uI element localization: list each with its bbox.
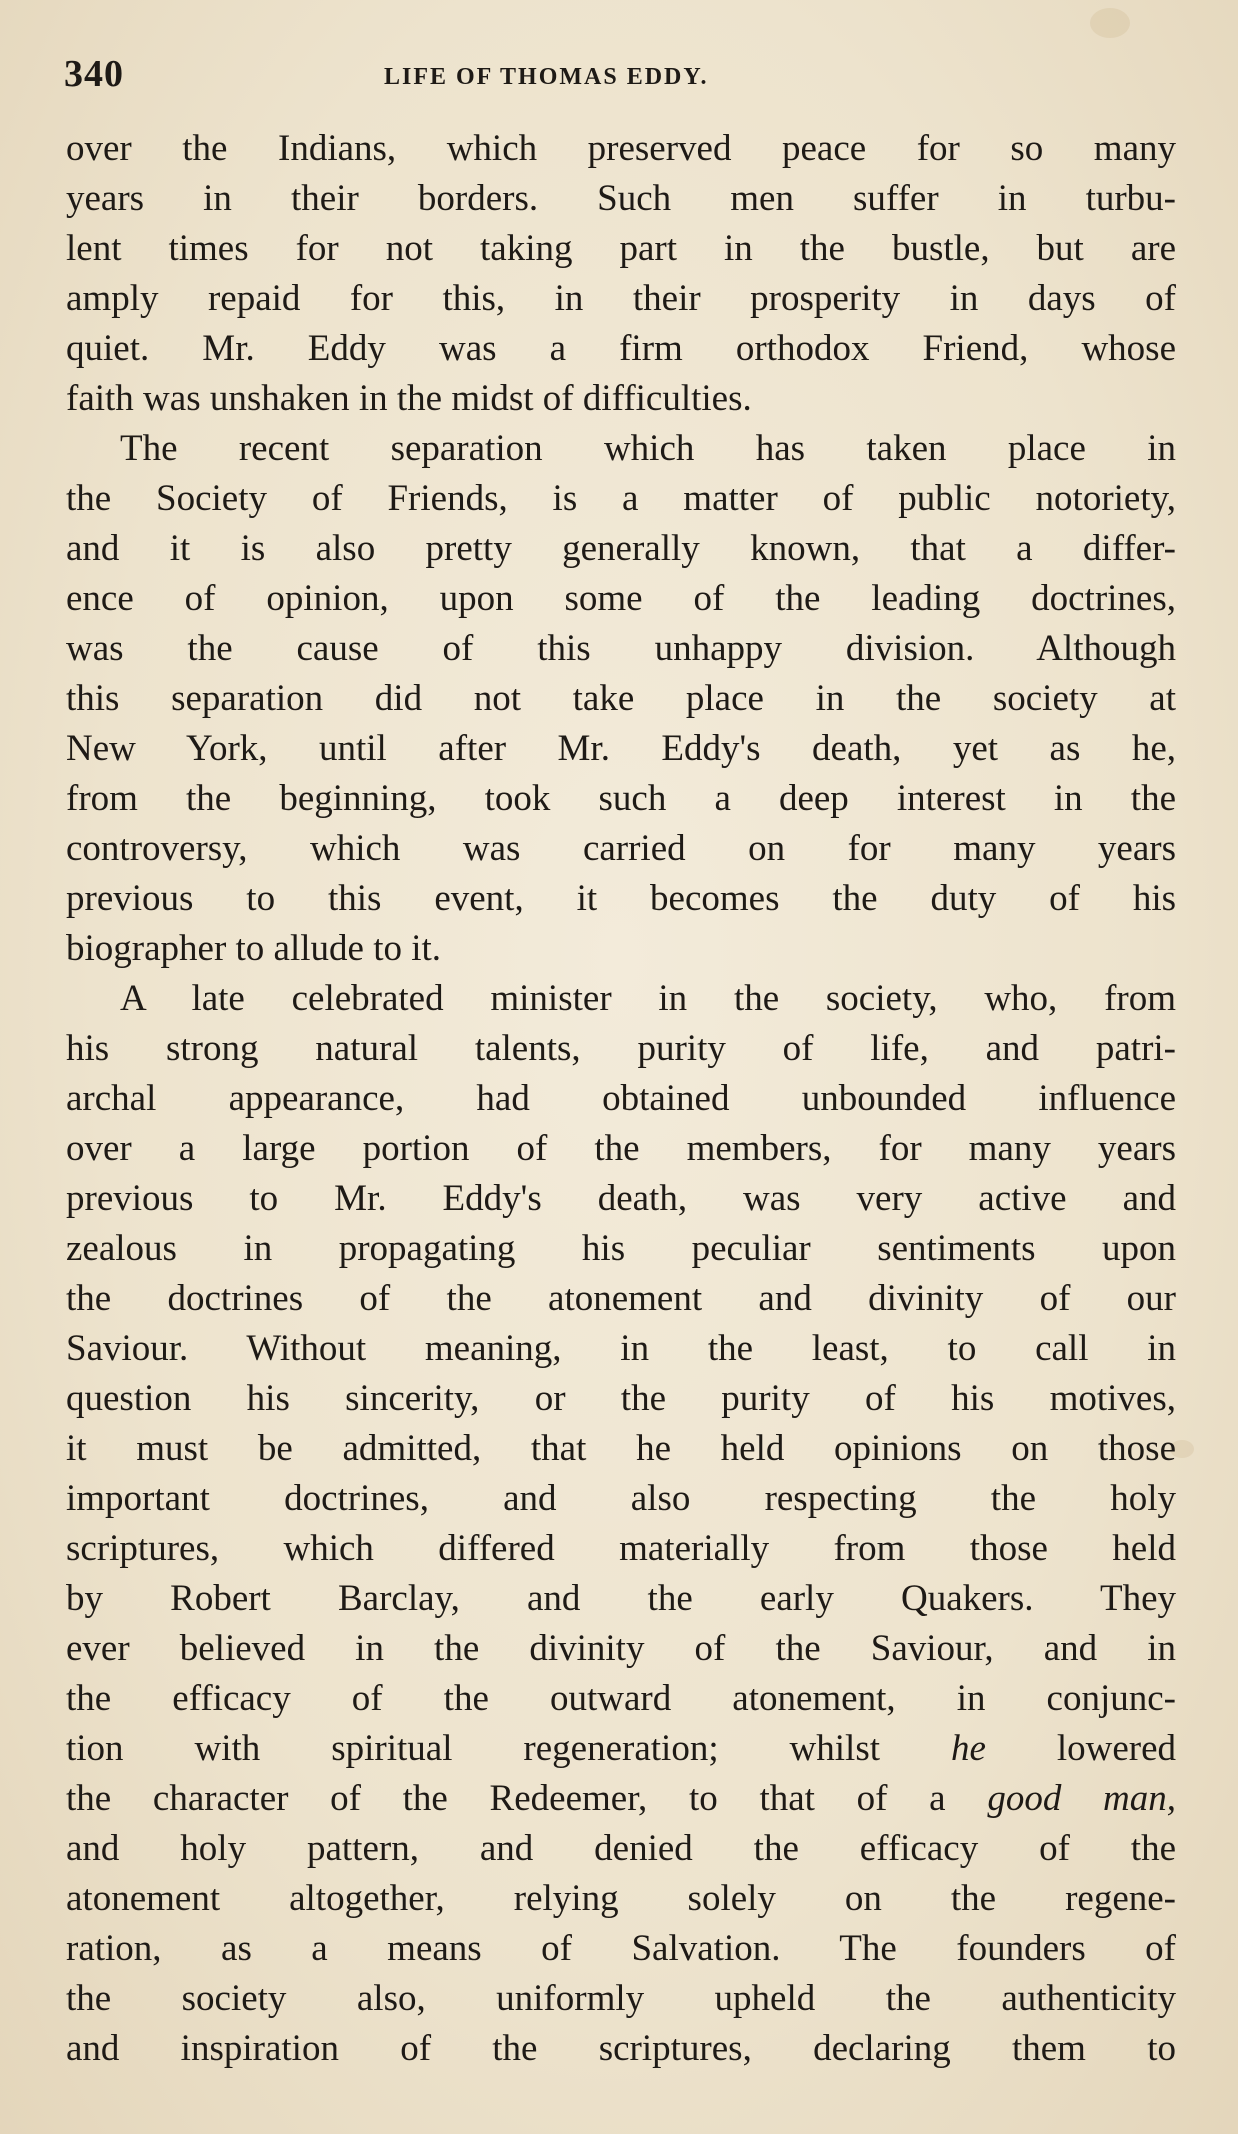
page-number: 340 — [64, 53, 124, 95]
text-line: ration, as a means of Salvation. The founders of — [66, 1928, 1176, 1969]
running-title: LIFE OF THOMAS EDDY. — [384, 64, 709, 90]
page-header — [64, 52, 1174, 102]
text-line: the efficacy of the outward atonement, in conjunc- — [66, 1678, 1176, 1719]
text-line: by Robert Barclay, and the early Quakers. They — [66, 1578, 1176, 1619]
text-line: it must be admitted, that he held opinions on those — [66, 1428, 1176, 1469]
text-line: and it is also pretty generally known, that a differ- — [66, 528, 1176, 569]
text-line: biographer to allude to it. — [66, 928, 442, 969]
text-segment: tion with spiritual regeneration; whilst — [66, 1728, 881, 1769]
text-line-with-italic — [66, 1724, 1176, 1774]
text-line: ence of opinion, upon some of the leading doctrines, — [66, 578, 1176, 619]
text-line: the Society of Friends, is a matter of public notoriety, — [66, 478, 1176, 519]
text-line: question his sincerity, or the purity of his motives, — [66, 1378, 1176, 1419]
text-line: previous to this event, it becomes the duty of his — [66, 878, 1176, 919]
text-line: controversy, which was carried on for many years — [66, 828, 1176, 869]
text-segment: lowered — [1056, 1728, 1176, 1769]
text-line: important doctrines, and also respecting the holy — [66, 1478, 1176, 1519]
text-line: his strong natural talents, purity of life, and patri- — [66, 1028, 1176, 1069]
text-line: scriptures, which differed materially from those held — [66, 1528, 1176, 1569]
text-line: this separation did not take place in the society at — [66, 678, 1176, 719]
text-line: the doctrines of the atonement and divinity of our — [66, 1278, 1176, 1319]
text-line: New York, until after Mr. Eddy's death, yet as he, — [66, 728, 1176, 769]
text-line: archal appearance, had obtained unbounded influence — [66, 1078, 1176, 1119]
text-line: atonement altogether, relying solely on the regene- — [66, 1878, 1176, 1919]
text-line: and inspiration of the scriptures, declaring them to — [66, 2028, 1176, 2069]
paragraph-start-line: A late celebrated minister in the society, who, from — [120, 978, 1176, 1019]
text-line: and holy pattern, and denied the efficacy of the — [66, 1828, 1176, 1869]
text-line: Saviour. Without meaning, in the least, to call in — [66, 1328, 1176, 1369]
italic-word-he: he — [950, 1728, 986, 1769]
text-line: the society also, uniformly upheld the authenticity — [66, 1978, 1176, 2019]
text-line: lent times for not taking part in the bustle, but are — [66, 228, 1176, 269]
text-segment: the character of the Redeemer, to that of a — [66, 1778, 946, 1819]
paragraph-start-line: The recent separation which has taken place in — [120, 428, 1176, 469]
paper-stain — [1090, 8, 1130, 38]
text-line-with-italic — [66, 1774, 1176, 1824]
text-line: from the beginning, took such a deep interest in the — [66, 778, 1176, 819]
text-line: amply repaid for this, in their prosperity in days of — [66, 278, 1176, 319]
text-line: over the Indians, which preserved peace for so many — [66, 128, 1176, 169]
italic-phrase-good-man: good man, — [987, 1778, 1176, 1819]
body-text — [66, 124, 1176, 2074]
text-line: quiet. Mr. Eddy was a firm orthodox Friend, whose — [66, 328, 1176, 369]
text-line: ever believed in the divinity of the Saviour, and in — [66, 1628, 1176, 1669]
text-line: years in their borders. Such men suffer in turbu- — [66, 178, 1176, 219]
text-line: previous to Mr. Eddy's death, was very active and — [66, 1178, 1176, 1219]
text-line: faith was unshaken in the midst of difficulties. — [66, 378, 752, 419]
text-line: was the cause of this unhappy division. Although — [66, 628, 1176, 669]
text-line: over a large portion of the members, for many years — [66, 1128, 1176, 1169]
text-line: zealous in propagating his peculiar sentiments upon — [66, 1228, 1176, 1269]
